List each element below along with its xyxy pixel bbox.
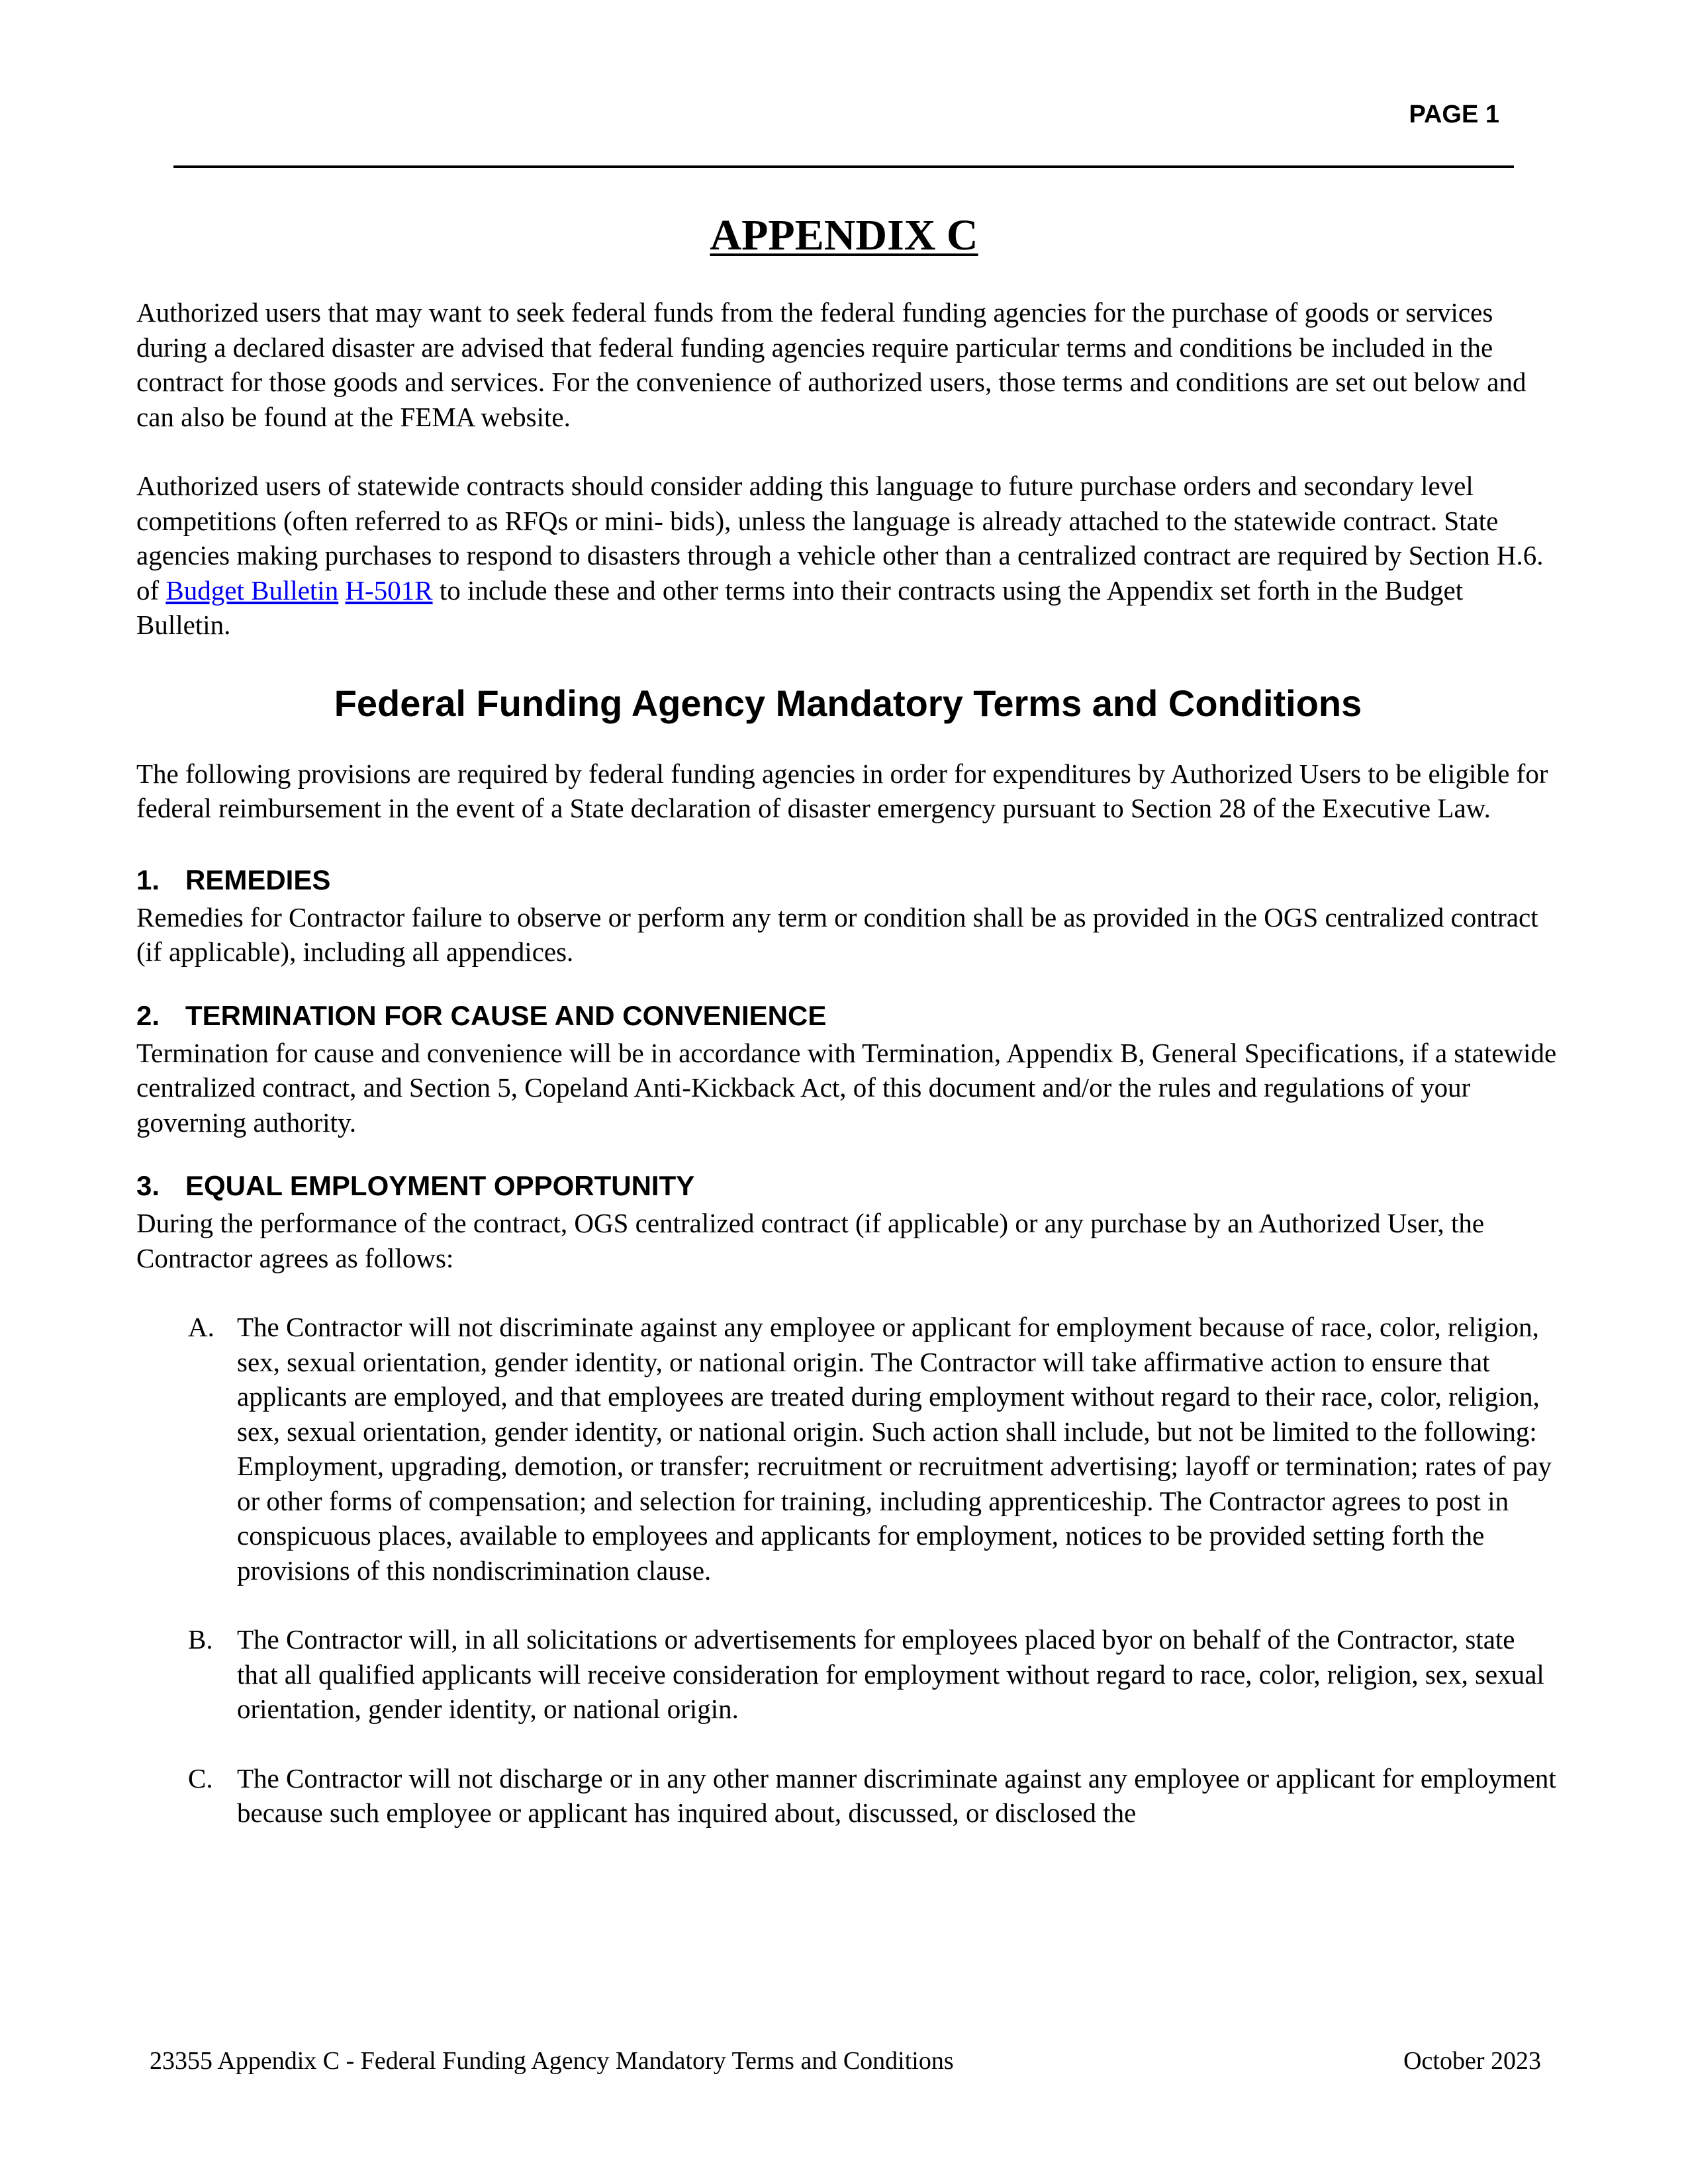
section-heading-text: EQUAL EMPLOYMENT OPPORTUNITY [185, 1170, 695, 1201]
section-heading [136, 996, 1560, 1036]
header-divider [173, 165, 1514, 168]
section-number: 3. [136, 1170, 160, 1201]
list-item-letter: B. [188, 1624, 213, 1655]
list-item [136, 1761, 1560, 1831]
intro-paragraph-1: Authorized users that may want to seek federal funds from the federal funding agencies for the purchase of goods or services during a declared disaster are advised that federal funding agencies require particular terms and conditions be included in the contract for those goods and services. For the convenience of authorized users, those terms and conditions are set out below and can also be found at the FEMA website. [136, 297, 1526, 432]
eeo-list [136, 1310, 1560, 1831]
list-item [136, 1310, 1560, 1588]
list-item-subtext: Employment, upgrading, demotion, or transfer; recruitment or recruitment advertising; layoff or termination; rates of pay or other forms of compensation; and selection for training, including apprenticeship. The Contractor agrees to post in conspicuous places, available to employees and applicants for employment, notices to be provided setting forth the provisions of this nondiscrimination clause. [237, 1451, 1552, 1586]
list-item-letter: C. [188, 1762, 213, 1794]
list-item-letter: A. [188, 1312, 214, 1342]
section-text: Termination for cause and convenience will be in accordance with Termination, Appendix B, General Specifications, if a statewide centralized contract, and Section 5, Copeland Anti-Kickback Act, of this document and/or the rules and regulations of your governing authority. [136, 1037, 1557, 1138]
provisions-intro: The following provisions are required by federal funding agencies in order for expenditures by Authorized Users to be eligible for federal reimbursement in the event of a State declaration of disaster emergency pursuant to Section 28 of the Executive Law. [136, 758, 1548, 823]
list-item-text: The Contractor will not discriminate against any employee or applicant for employment because of race, color, religion, sex, sexual orientation, gender identity, or national origin. The Contractor will take affirmative action to ensure that applicants are employed, and that employees are treated during employment without regard to their race, color, religion, sex, sexual orientation, gender identity, or national origin. Such action shall include, but not be limited to the following: [237, 1312, 1540, 1447]
intro-paragraph-2 [136, 469, 1560, 643]
section-remedies [136, 860, 1560, 970]
section-text: Remedies for Contractor failure to observe or perform any term or condition shall be as provided in the OGS centralized contract (if applicable), including all appendices. [136, 901, 1538, 967]
section-text: During the performance of the contract, OGS centralized contract (if applicable) or any purchase by an Authorized User, the Contractor agrees as follows: [136, 1208, 1485, 1273]
section-heading-text: REMEDIES [185, 864, 331, 895]
section-equal-employment [136, 1166, 1560, 1831]
section-number: 1. [136, 864, 160, 895]
section-heading-text: TERMINATION FOR CAUSE AND CONVENIENCE [185, 999, 827, 1031]
list-item-text: The Contractor will not discharge or in any other manner discriminate against any employee or applicant for employment because such employee or applicant has inquired about, discussed, or disclosed the [237, 1762, 1556, 1828]
section-termination [136, 996, 1560, 1140]
h-501r-link[interactable]: H-501R [345, 574, 433, 606]
footer-document-name: 23355 Appendix C - Federal Funding Agency Mandatory Terms and Conditions [150, 2047, 954, 2075]
intro-paragraph-2-text-before: Authorized users of statewide contracts should consider adding this language to future purchase orders and secondary level competitions (often referred to as RFQs or mini- bids), unless the language is already attached to the statewide contract. State agencies making purchases to respond to disasters through a vehicle other than a centralized contract are required by Section H.6. of [136, 471, 1544, 606]
section-heading [136, 1166, 1560, 1206]
intro-paragraph-2-text-after: to include these and other terms into their contracts using the Appendix set forth in the Budget Bulletin. [136, 574, 1464, 640]
section-number: 2. [136, 999, 160, 1031]
footer-date: October 2023 [1403, 2047, 1541, 2075]
list-item-text: The Contractor will, in all solicitations or advertisements for employees placed byor on behalf of the Contractor, state that all qualified applicants will receive consideration for employment without regard to race, color, religion, sex, sexual orientation, gender identity, or national origin. [237, 1624, 1544, 1724]
document-body [136, 295, 1560, 1865]
list-item [136, 1622, 1560, 1727]
page-number-label: PAGE 1 [1409, 101, 1499, 128]
section-title: Federal Funding Agency Mandatory Terms and Conditions [334, 682, 1362, 724]
section-heading [136, 860, 1560, 900]
budget-bulletin-link[interactable]: Budget Bulletin [165, 574, 339, 606]
document-title: APPENDIX C [710, 211, 978, 259]
